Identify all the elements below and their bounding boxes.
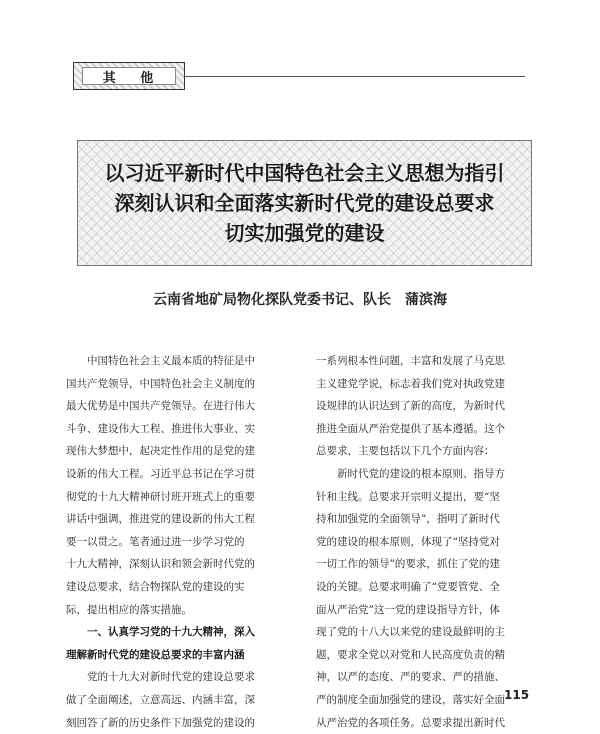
body-line: 推进全面从严治党提供了基本遵循。这个	[316, 418, 540, 441]
section-tag	[73, 62, 185, 90]
article-title-line-3: 切实加强党的建设	[225, 218, 385, 248]
body-line: 一系列根本性问题，丰富和发展了马克思	[316, 350, 540, 373]
section-heading-line-1: 一、认真学习党的十九大精神，深入	[66, 621, 290, 644]
body-line: 严的制度全面加强党的建设，落实好全面	[316, 689, 540, 712]
body-line: 建设总要求，结合物探队党的建设的实	[66, 576, 290, 599]
body-line: 国共产党领导，中国特色社会主义制度的	[66, 373, 290, 396]
body-column-left	[66, 350, 290, 734]
body-line: 持和加强党的全面领导”，指明了新时代	[316, 508, 540, 531]
page-number: 115	[504, 688, 529, 702]
body-line: 彻党的十九大精神研讨班开班式上的重要	[66, 486, 290, 509]
body-line: 讲话中强调，推进党的建设新的伟大工程	[66, 508, 290, 531]
body-column-right	[316, 350, 540, 734]
body-line: 现伟大梦想中，起决定性作用的是党的建	[66, 440, 290, 463]
body-line: 要一以贯之。笔者通过进一步学习党的	[66, 531, 290, 554]
body-line: 十九大精神，深刻认识和领会新时代党的	[66, 553, 290, 576]
body-line: 针和主线。总要求开宗明义提出，要“坚	[316, 486, 540, 509]
article-title-line-1: 以习近平新时代中国特色社会主义思想为指引	[105, 158, 505, 188]
body-line: 神，以严的态度、严的要求、严的措施、	[316, 666, 540, 689]
body-line: 设新的伟大工程。习近平总书记在学习贯	[66, 463, 290, 486]
body-line: 中国特色社会主义最本质的特征是中	[66, 350, 290, 373]
body-line: 党的十九大对新时代党的建设总要求	[66, 666, 290, 689]
body-line: 最大优势是中国共产党领导。在进行伟大	[66, 395, 290, 418]
section-tag-label: 其 他	[82, 67, 176, 85]
section-heading-line-2: 理解新时代党的建设总要求的丰富内涵	[66, 644, 290, 667]
body-line: 际，提出相应的落实措施。	[66, 599, 290, 622]
header-rule	[185, 76, 525, 77]
body-line: 设的关键。总要求明确了“党要管党、全	[316, 576, 540, 599]
body-line: 刻回答了新的历史条件下加强党的建设的	[66, 712, 290, 734]
body-line: 主义建党学说，标志着我们党对执政党建	[316, 373, 540, 396]
author-line: 云南省地矿局物化探队党委书记、队长 蒲滨海	[0, 289, 600, 309]
body-line: 总要求，主要包括以下几个方面内容：	[316, 440, 540, 463]
body-line: 面从严治党”这一党的建设指导方针，体	[316, 599, 540, 622]
article-title-line-2: 深刻认识和全面落实新时代党的建设总要求	[115, 188, 495, 218]
body-line: 题，要求全党以对党和人民高度负责的精	[316, 644, 540, 667]
body-line: 斗争、建设伟大工程、推进伟大事业、实	[66, 418, 290, 441]
body-line: 党的建设的根本原则，体现了“坚持党对	[316, 531, 540, 554]
body-line: 做了全面阐述，立意高远、内涵丰富，深	[66, 689, 290, 712]
article-title-box	[77, 140, 532, 266]
body-line: 现了党的十八大以来党的建设最鲜明的主	[316, 621, 540, 644]
body-line: 一切工作的领导”的要求，抓住了党的建	[316, 553, 540, 576]
body-line: 从严治党的各项任务。总要求提出新时代	[316, 712, 540, 734]
body-line: 新时代党的建设的根本原则、指导方	[316, 463, 540, 486]
body-line: 设规律的认识达到了新的高度，为新时代	[316, 395, 540, 418]
